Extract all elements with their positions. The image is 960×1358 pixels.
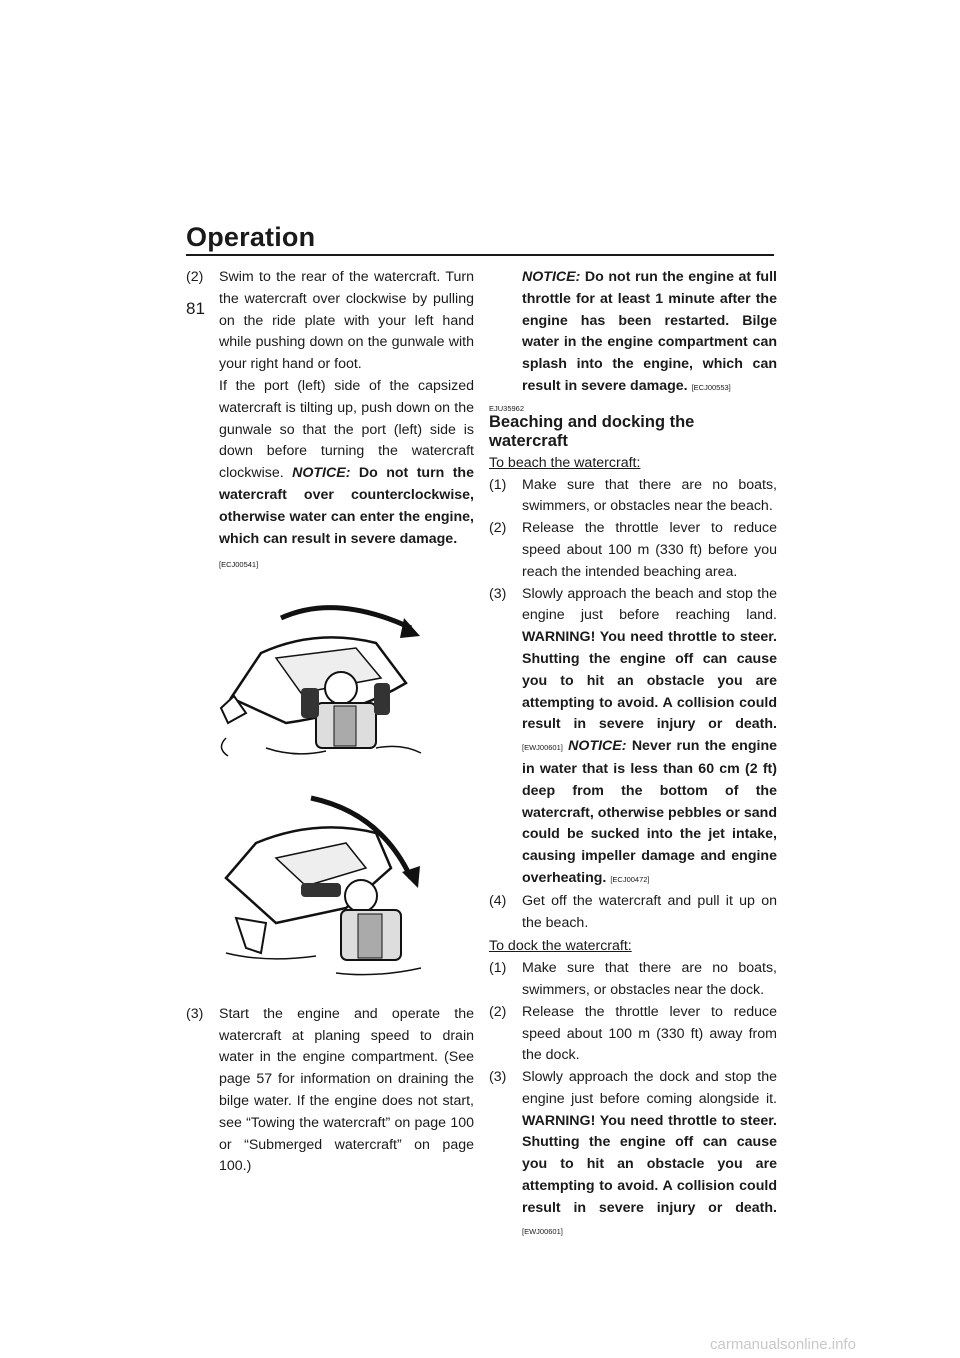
section-heading: Beaching and docking the watercraft	[489, 412, 695, 450]
beach-step-1	[489, 475, 777, 519]
step-text: Get off the watercraft and pull it up on the beach.	[522, 892, 777, 931]
step-3	[186, 1004, 474, 1178]
step-text: Swim to the rear of the watercraft. Turn the watercraft over clockwise by pulling on the ride plate with your left hand while pushing down on the gunwale with your right hand or foot.	[219, 269, 474, 373]
reference-code: [ECJ00553]	[691, 382, 731, 392]
reference-code: [ECJ00541]	[219, 560, 259, 570]
beach-step-4	[489, 891, 777, 935]
warning-text: WARNING! You need throttle to steer. Shutting the engine off can cause you to hit an obstacle you are attempting to avoid. A collision could result in severe injury or death.	[522, 1112, 777, 1216]
notice-text: Do not turn the watercraft over counterclockwise, otherwise water can enter the engine, which can result in severe damage.	[219, 465, 474, 547]
step-number: (4)	[489, 892, 507, 909]
notice-label: NOTICE:	[522, 269, 581, 285]
step-number: (3)	[489, 1069, 507, 1086]
page-number: 81	[186, 299, 205, 318]
reference-code: [EWJ00601]	[522, 743, 563, 753]
step-2	[186, 267, 474, 576]
step-text: Slowly approach the dock and stop the engine just before coming alongside it.	[522, 1069, 777, 1107]
left-column	[186, 267, 474, 1178]
step-number: (3)	[489, 585, 507, 602]
step-text-2: If the port (left) side of the capsized watercraft is tilting up, push down on the gunwale so that the port (left) side is down before turning the watercraft clockwise. NOTICE: Do not turn the watercraft over counterclockwise, otherwise water can enter the engine, which can result in severe damage.	[219, 377, 474, 547]
beach-subheading: To beach the watercraft:	[489, 454, 641, 471]
warning-text: WARNING! You need throttle to steer. Shutting the engine off can cause you to hit an obstacle you are attempting to avoid. A collision could result in severe injury or death.	[522, 629, 777, 733]
step-text: Start the engine and operate the watercraft at planing speed to drain water in the engine compartment. (See page 57 for information on draining the bilge water. If the engine does not start, see “Towing the watercraft” on page 100 or “Submerged watercraft” on page 100.)	[219, 1005, 474, 1175]
step-text: Release the throttle lever to reduce speed about 100 m (330 ft) before you reach the intended beaching area.	[522, 520, 777, 580]
beach-step-3	[489, 584, 777, 891]
righting-watercraft-illustration-2	[206, 788, 474, 996]
dock-subheading: To dock the watercraft:	[489, 938, 632, 955]
step-number: (1)	[489, 476, 507, 493]
watermark: carmanualsonline.info	[710, 1336, 856, 1353]
step-3-continued	[489, 267, 777, 399]
step-text: Make sure that there are no boats, swimmers, or obstacles near the dock.	[522, 960, 777, 998]
notice-text: Never run the engine in water that is less than 60 cm (2 ft) deep from the bottom of the watercraft, otherwise pebbles or sand could be sucked into the jet intake, causing impeller damage and engine overheating.	[522, 738, 778, 886]
step-number: (2)	[489, 520, 507, 537]
beach-step-2	[489, 518, 777, 583]
section-id: EJU35962	[489, 403, 525, 413]
step-number: (2)	[489, 1003, 507, 1020]
step-text: Make sure that there are no boats, swimmers, or obstacles near the beach.	[522, 476, 777, 515]
step-text: Slowly approach the beach and stop the engine just before reaching land.	[522, 585, 777, 624]
step-number: (1)	[489, 960, 507, 977]
right-column	[489, 267, 777, 1242]
page-header-title: Operation	[186, 222, 316, 252]
notice-label: NOTICE:	[292, 465, 351, 482]
dock-step-3	[489, 1067, 777, 1242]
step-text: Release the throttle lever to reduce speed about 100 m (330 ft) away from the dock.	[522, 1003, 777, 1064]
step-number: (2)	[186, 269, 204, 285]
step-number: (3)	[186, 1005, 204, 1022]
dock-step-1	[489, 958, 777, 1002]
notice-text: Do not run the engine at full throttle for at least 1 minute after the engine has been restarted. Bilge water in the engine compartment can splash into the engine, which can result in severe damage.	[522, 269, 777, 394]
reference-code: [EWJ00601]	[522, 1226, 563, 1236]
reference-code: [ECJ00472]	[610, 874, 650, 884]
notice-label: NOTICE:	[568, 738, 627, 755]
dock-step-2	[489, 1002, 777, 1067]
header-rule	[186, 254, 774, 256]
righting-watercraft-illustration-1	[206, 588, 474, 776]
